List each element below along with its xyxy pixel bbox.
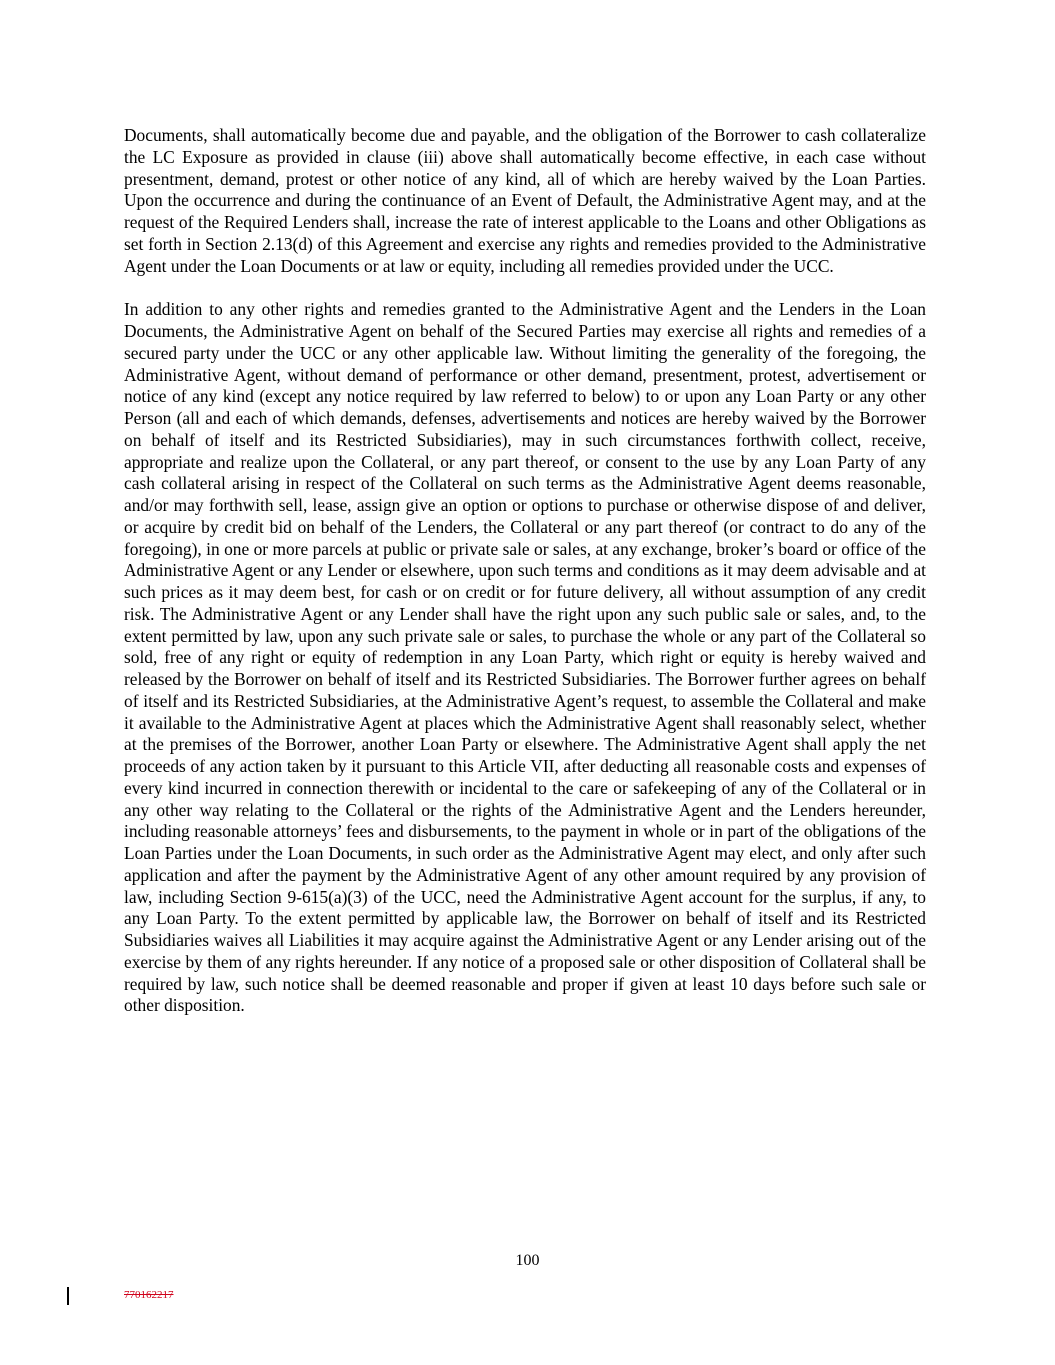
- paragraph-secured-party-remedies: In addition to any other rights and remedies granted to the Administrative Agent and the Lenders in the Loan Documents, the Administrative Agent on behalf of the Secured Parties may exercise all rights and remedies of a secured party under the UCC or any other applicable law. Without limiting the generality of the foregoing, the Administrative Agent, without demand of performance or other demand, presentment, protest, advertisement or notice of any kind (except any notice required by law referred to below) to or upon any Loan Party or any other Person (all and each of which demands, defenses, advertisements and notices are hereby waived by the Borrower on behalf of itself and its Restricted Subsidiaries), may in such circumstances forthwith collect, receive, appropriate and realize upon the Collateral, or any part thereof, or consent to the use by any Loan Party of any cash collateral arising in respect of the Collateral on such terms as the Administrative Agent deems reasonable, and/or may forthwith sell, lease, assign give an option or options to purchase or otherwise dispose of and deliver, or acquire by credit bid on behalf of the Lenders, the Collateral or any part thereof (or contract to do any of the foregoing), in one or more parcels at public or private sale or sales, at any exchange, broker’s board or office of the Administrative Agent or any Lender or elsewhere, upon such terms and conditions as it may deem advisable and at such prices as it may deem best, for cash or on credit or for future delivery, all without assumption of any credit risk. The Administrative Agent or any Lender shall have the right upon any such public sale or sales, and, to the extent permitted by law, upon any such private sale or sales, to purchase the whole or any part of the Collateral so sold, free of any right or equity of redemption in any Loan Party, which right or equity is hereby waived and released by the Borrower on behalf of itself and its Restricted Subsidiaries. The Borrower further agrees on behalf of itself and its Restricted Subsidiaries, at the Administrative Agent’s request, to assemble the Collateral and make it available to the Administrative Agent at places which the Administrative Agent shall reasonably select, whether at the premises of the Borrower, another Loan Party or elsewhere. The Administrative Agent shall apply the net proceeds of any action taken by it pursuant to this Article VII, after deducting all reasonable costs and expenses of every kind incurred in connection therewith or incidental to the care or safekeeping of any of the Collateral or in any other way relating to the Collateral or the rights of the Administrative Agent and the Lenders hereunder, including reasonable attorneys’ fees and disbursements, to the payment in whole or in part of the obligations of the Loan Parties under the Loan Documents, in such order as the Administrative Agent may elect, and only after such application and after the payment by the Administrative Agent of any other amount required by any provision of law, including Section 9-615(a)(3) of the UCC, need the Administrative Agent account for the surplus, if any, to any Loan Party. To the extent permitted by applicable law, the Borrower on behalf of itself and its Restricted Subsidiaries waives all Liabilities it may acquire against the Administrative Agent or any Lender arising out of the exercise by them of any rights hereunder. If any notice of a proposed sale or other disposition of Collateral shall be required by law, such notice shall be deemed reasonable and proper if given at least 10 days before such sale or other disposition.: [124, 299, 926, 1016]
- paragraph-remedies-acceleration: Documents, shall automatically become due and payable, and the obligation of the Borrower to cash collateralize the LC Exposure as provided in clause (iii) above shall automatically become effective, in each case without presentment, demand, protest or other notice of any kind, all of which are hereby waived by the Loan Parties. Upon the occurrence and during the continuance of an Event of Default, the Administrative Agent may, and at the request of the Required Lenders shall, increase the rate of interest applicable to the Loans and other Obligations as set forth in Section 2.13(d) of this Agreement and exercise any rights and remedies provided to the Administrative Agent under the Loan Documents or at law or equity, including all remedies provided under the UCC.: [124, 125, 926, 276]
- body-text: [124, 125, 926, 1039]
- page-number: 100: [515, 1252, 540, 1269]
- document-id: 770162217: [124, 1289, 174, 1301]
- revision-change-bar: [67, 1287, 69, 1305]
